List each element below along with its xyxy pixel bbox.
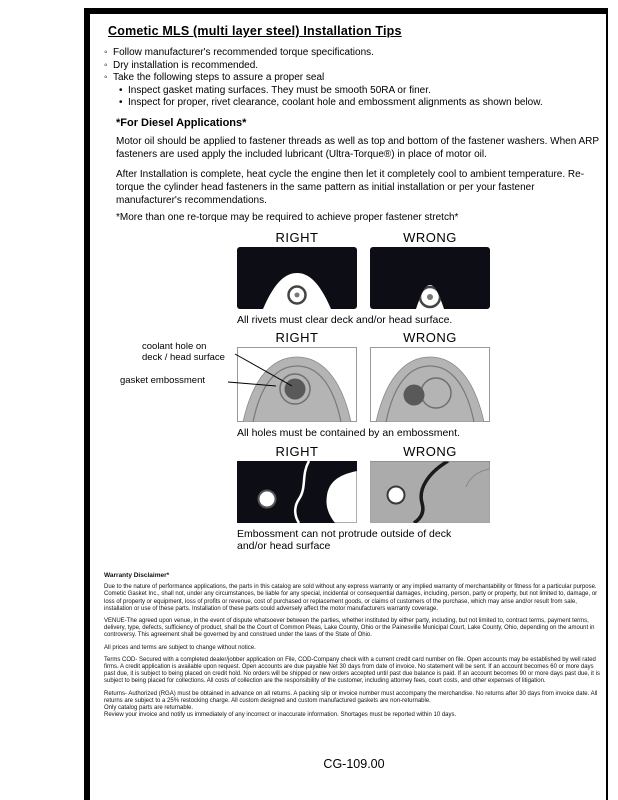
warranty-disclaimer	[104, 572, 606, 724]
page-border-right	[606, 8, 608, 800]
warranty-paragraph: Review your invoice and notify us immediately of any incorrect or inaccurate information. Shortages must be reported within 10 days.	[104, 712, 457, 719]
diesel-paragraph-heatcycle: After Installation is complete, heat cycle the engine then let it completely cool to ambient temperature. Re-torque the cylinder head fasteners in the same pattern as initial installation or per your fastener manufacturer's recommendations.	[116, 169, 585, 206]
page-border-top	[84, 8, 608, 14]
wrong-label: WRONG	[403, 230, 457, 245]
warranty-paragraph: Returns- Authorized (RGA) must be obtained in advance on all returns. A packing slip or invoice number must accompany the merchandise. No returns after 30 days from invoice date. All returns are subject to a 25% restocking charge. All custom designed and custom manufactured gaskets are non-returnable.	[104, 690, 598, 704]
diagram-row-holes	[237, 330, 490, 439]
diagram-caption: All rivets must clear deck and/or head surface.	[237, 314, 453, 326]
diagram-caption: Embossment can not protrude outside of deck and/or head surface	[237, 528, 452, 552]
warranty-paragraph: Terms COD- Secured with a completed dealer/jobber application on File, COD-Company check with a current credit card number on file. Open accounts may be established by well rated firms. A credit application is available upon request. Open accounts are due payable Net 30 days from date of invoice. No statement will be sent. If an account becomes 60 or more days past due, it is subject to being placed on credit hold. No orders will be shipped or new orders accepted until past due balance is paid. If an account becomes 90 or more days past due, it is subject to being placed for collections. All costs of collection are the responsibility of the customer, including attorney fees, court costs, and other expenses of litigation.	[104, 656, 600, 685]
diagram-row-embossment	[237, 444, 490, 552]
embossment-right-diagram	[237, 461, 357, 523]
warranty-paragraph: All prices and terms are subject to change without notice.	[104, 644, 256, 651]
tip-subitem: • Inspect gasket mating surfaces. They must be smooth 50RA or finer.	[119, 85, 543, 98]
right-label: RIGHT	[275, 330, 319, 345]
annotation-coolant-hole-label: coolant hole on deck / head surface	[142, 341, 225, 363]
right-label: RIGHT	[275, 444, 319, 459]
tip-item: ◦ Dry installation is recommended.	[104, 60, 543, 73]
diesel-applications-heading: *For Diesel Applications*	[116, 117, 247, 129]
page-title: Cometic MLS (multi layer steel) Installation Tips	[108, 24, 402, 38]
rivet-wrong-diagram	[370, 247, 490, 309]
warranty-paragraph: VENUE-The agreed upon venue, in the event of dispute whatsoever between the parties, whether instituted by either party, including, but not limited to, contract terms, payment terms, delivery, type, defects, sufficiency of product, shall be the Court of Common Pleas, Lake County, Ohio or the Painesville Municipal Court, Lake County, Ohio, depending on the amount in controversy. This agreement shall be governed by and construed under the laws of the State of Ohio.	[104, 618, 595, 639]
tip-item: ◦ Follow manufacturer's recommended torque specifications.	[104, 47, 543, 60]
warranty-disclaimer-heading: Warranty Disclaimer*	[104, 572, 170, 579]
coolant-hole-right-diagram	[237, 347, 357, 422]
diagram-caption: All holes must be contained by an embossment.	[237, 427, 460, 439]
annotation-gasket-embossment-label: gasket embossment	[120, 375, 206, 386]
tip-subitem: • Inspect for proper, rivet clearance, coolant hole and embossment alignments as shown below.	[119, 97, 543, 110]
warranty-paragraph: Only catalog parts are returnable.	[104, 705, 194, 712]
rivet-right-diagram	[237, 247, 357, 309]
diagram-row-rivets	[237, 230, 490, 326]
diesel-paragraph-oil: Motor oil should be applied to fastener threads as well as top and bottom of the fastener washers. When ARP fasteners are used apply the included lubricant (Ultra-Torque®) in place of motor oil.	[116, 136, 599, 160]
coolant-hole-wrong-diagram	[370, 347, 490, 422]
right-label: RIGHT	[275, 230, 319, 245]
page-border-left	[84, 8, 90, 800]
tip-item: ◦ Take the following steps to assure a proper seal	[104, 72, 543, 85]
wrong-label: WRONG	[403, 330, 457, 345]
installation-tips-list	[104, 47, 543, 110]
embossment-wrong-diagram	[370, 461, 490, 523]
catalog-page-code: CG-109.00	[323, 757, 385, 771]
wrong-label: WRONG	[403, 444, 457, 459]
warranty-paragraph: Due to the nature of performance applications, the parts in this catalog are sold without any express warranty or any implied warranty of merchantability or fitness for a particular purpose. Cometic Gasket Inc., shall not, under any circumstances, be liable for any special, incidental or consequential damages, including, person, party or property, but not limited to, damage, or loss of property or equipment, loss of profits or revenue, cost of purchased or replacement goods, or claims of customers of the purchase, which may arise and/or result from sale, installation or use of these parts. Installation of these parts could adversely affect the motor manufacturers warranty coverage.	[104, 584, 598, 612]
retorque-note: *More than one re-torque may be required to achieve proper fastener stretch*	[116, 212, 459, 223]
